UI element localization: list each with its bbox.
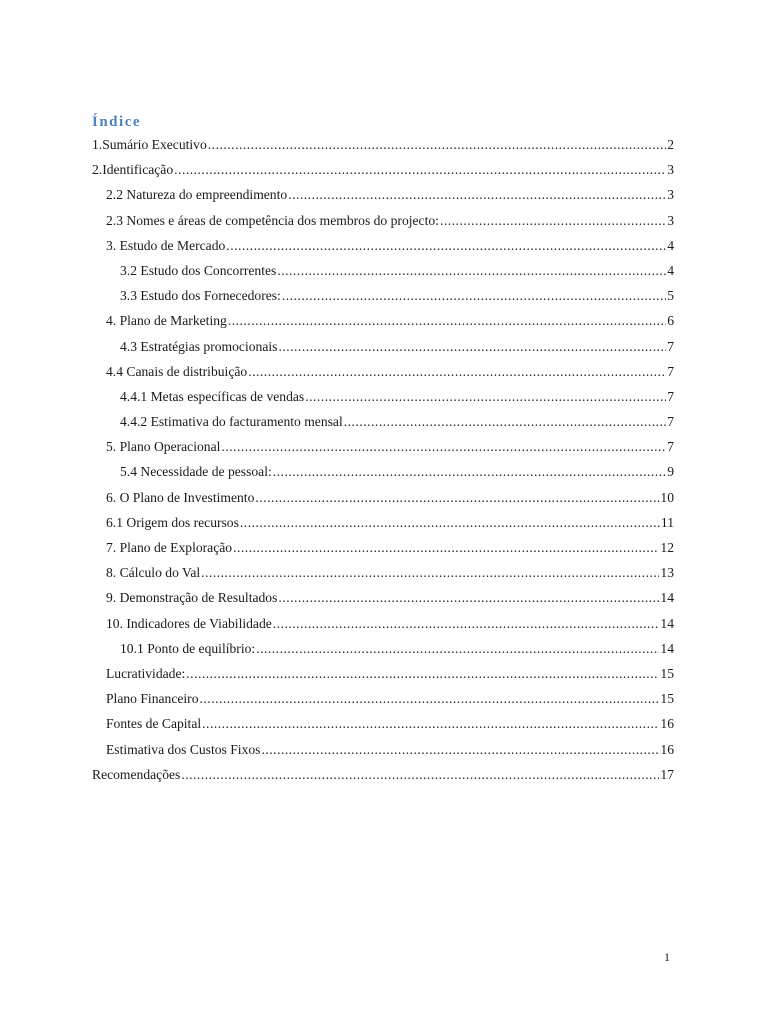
toc-entry[interactable] xyxy=(92,409,674,434)
toc-entry-label: Recomendações xyxy=(92,766,181,782)
toc-dot-leader xyxy=(221,434,666,459)
toc-entry[interactable] xyxy=(92,157,674,182)
toc-entry[interactable] xyxy=(92,384,674,409)
toc-dot-leader xyxy=(273,459,666,484)
toc-entry[interactable] xyxy=(92,359,674,384)
toc-entry[interactable] xyxy=(92,636,674,661)
toc-entry-page: 17 xyxy=(660,766,674,782)
toc-entry-label: Lucratividade: xyxy=(106,665,186,681)
toc-entry[interactable] xyxy=(92,737,674,762)
toc-dot-leader xyxy=(440,208,666,233)
toc-entry-page: 11 xyxy=(660,514,674,530)
toc-entry-page: 9 xyxy=(667,464,674,480)
toc-entry[interactable] xyxy=(92,334,674,359)
toc-entry[interactable] xyxy=(92,711,674,736)
toc-dot-leader xyxy=(186,661,659,686)
toc-dot-leader xyxy=(248,359,666,384)
toc-entry-page: 7 xyxy=(667,388,674,404)
toc-entry-label: 10. Indicadores de Viabilidade xyxy=(106,615,272,631)
toc-entry[interactable] xyxy=(92,459,674,484)
toc-dot-leader xyxy=(233,535,659,560)
toc-entry-label: 4. Plano de Marketing xyxy=(106,313,227,329)
toc-entry-label: 4.3 Estratégias promocionais xyxy=(120,338,278,354)
toc-entry-label: 2.Identificação xyxy=(92,162,174,178)
toc-entry-label: 3.3 Estudo dos Fornecedores: xyxy=(120,288,281,304)
toc-entry-label: 10.1 Ponto de equilíbrio: xyxy=(120,640,256,656)
toc-entry-label: 3. Estudo de Mercado xyxy=(106,237,226,253)
toc-entry-page: 16 xyxy=(660,741,674,757)
toc-dot-leader xyxy=(305,384,666,409)
toc-dot-leader xyxy=(288,182,666,207)
toc-entry[interactable] xyxy=(92,510,674,535)
toc-entry-label: 5.4 Necessidade de pessoal: xyxy=(120,464,272,480)
toc-entry-label: 4.4.2 Estimativa do facturamento mensal xyxy=(120,414,343,430)
toc-entry-page: 15 xyxy=(660,665,674,681)
toc-entry-page: 13 xyxy=(660,565,674,581)
toc-dot-leader xyxy=(344,409,666,434)
toc-entry-page: 14 xyxy=(660,640,674,656)
toc-entry-label: Fontes de Capital xyxy=(106,716,202,732)
toc-entry[interactable] xyxy=(92,182,674,207)
toc-entry-page: 10 xyxy=(660,489,674,505)
toc-entry[interactable] xyxy=(92,560,674,585)
toc-dot-leader xyxy=(228,308,666,333)
toc-entry[interactable] xyxy=(92,308,674,333)
toc-entry[interactable] xyxy=(92,258,674,283)
toc-entry-label: 4.4 Canais de distribuição xyxy=(106,363,248,379)
toc-entry-label: 4.4.1 Metas específicas de vendas xyxy=(120,388,305,404)
toc-dot-leader xyxy=(278,334,666,359)
toc-entry-label: 3.2 Estudo dos Concorrentes xyxy=(120,262,277,278)
toc-entry-page: 4 xyxy=(667,237,674,253)
toc-entry[interactable] xyxy=(92,208,674,233)
toc-entry[interactable] xyxy=(92,762,674,787)
toc-entry[interactable] xyxy=(92,283,674,308)
toc-entry-page: 5 xyxy=(667,288,674,304)
toc-entry-page: 14 xyxy=(660,590,674,606)
table-of-contents xyxy=(92,132,674,787)
toc-dot-leader xyxy=(256,636,659,661)
toc-entry-label: 6. O Plano de Investimento xyxy=(106,489,255,505)
toc-entry-page: 6 xyxy=(667,313,674,329)
toc-entry-label: Estimativa dos Custos Fixos xyxy=(106,741,261,757)
toc-entry-label: 9. Demonstração de Resultados xyxy=(106,590,278,606)
toc-entry-page: 2 xyxy=(667,137,674,152)
toc-dot-leader xyxy=(282,283,666,308)
toc-dot-leader xyxy=(200,686,660,711)
toc-entry[interactable] xyxy=(92,535,674,560)
toc-entry-page: 4 xyxy=(667,262,674,278)
toc-entry-label: 1.Sumário Executivo xyxy=(92,137,207,152)
toc-entry[interactable] xyxy=(92,233,674,258)
toc-entry[interactable] xyxy=(92,585,674,610)
toc-entry[interactable] xyxy=(92,686,674,711)
toc-entry[interactable] xyxy=(92,661,674,686)
toc-dot-leader xyxy=(240,510,660,535)
toc-dot-leader xyxy=(255,485,659,510)
toc-entry-page: 12 xyxy=(660,540,674,555)
toc-entry-label: 8. Cálculo do Val xyxy=(106,565,201,581)
toc-entry-page: 3 xyxy=(667,187,674,203)
toc-dot-leader xyxy=(226,233,666,258)
toc-entry-label: 6.1 Origem dos recursos xyxy=(106,514,239,530)
toc-dot-leader xyxy=(273,611,660,636)
toc-entry[interactable] xyxy=(92,434,674,459)
toc-entry-page: 7 xyxy=(667,363,674,379)
toc-dot-leader xyxy=(202,711,659,736)
toc-entry-label: 2.3 Nomes e áreas de competência dos membros do projecto: xyxy=(106,212,439,228)
toc-entry-page: 3 xyxy=(667,162,674,178)
toc-dot-leader xyxy=(201,560,659,585)
toc-dot-leader xyxy=(181,762,659,787)
toc-dot-leader xyxy=(261,737,659,762)
toc-entry-page: 3 xyxy=(667,212,674,228)
page-number: 1 xyxy=(664,950,670,964)
toc-dot-leader xyxy=(174,157,666,182)
toc-entry-label: 5. Plano Operacional xyxy=(106,439,221,455)
toc-entry[interactable] xyxy=(92,611,674,636)
toc-entry-page: 16 xyxy=(660,716,674,732)
toc-entry-page: 7 xyxy=(667,338,674,354)
toc-dot-leader xyxy=(277,258,666,283)
toc-entry-page: 7 xyxy=(667,439,674,455)
toc-dot-leader xyxy=(278,585,659,610)
toc-entry-page: 7 xyxy=(667,414,674,430)
toc-entry[interactable] xyxy=(92,485,674,510)
toc-entry-page: 15 xyxy=(660,691,674,707)
toc-entry[interactable] xyxy=(92,132,674,157)
toc-entry-label: 2.2 Natureza do empreendimento xyxy=(106,187,288,203)
toc-entry-label: 7. Plano de Exploração xyxy=(106,540,233,555)
toc-entry-label: Plano Financeiro xyxy=(106,691,199,707)
toc-entry-page: 14 xyxy=(660,615,674,631)
toc-dot-leader xyxy=(208,132,666,157)
toc-title: Índice xyxy=(92,114,142,130)
